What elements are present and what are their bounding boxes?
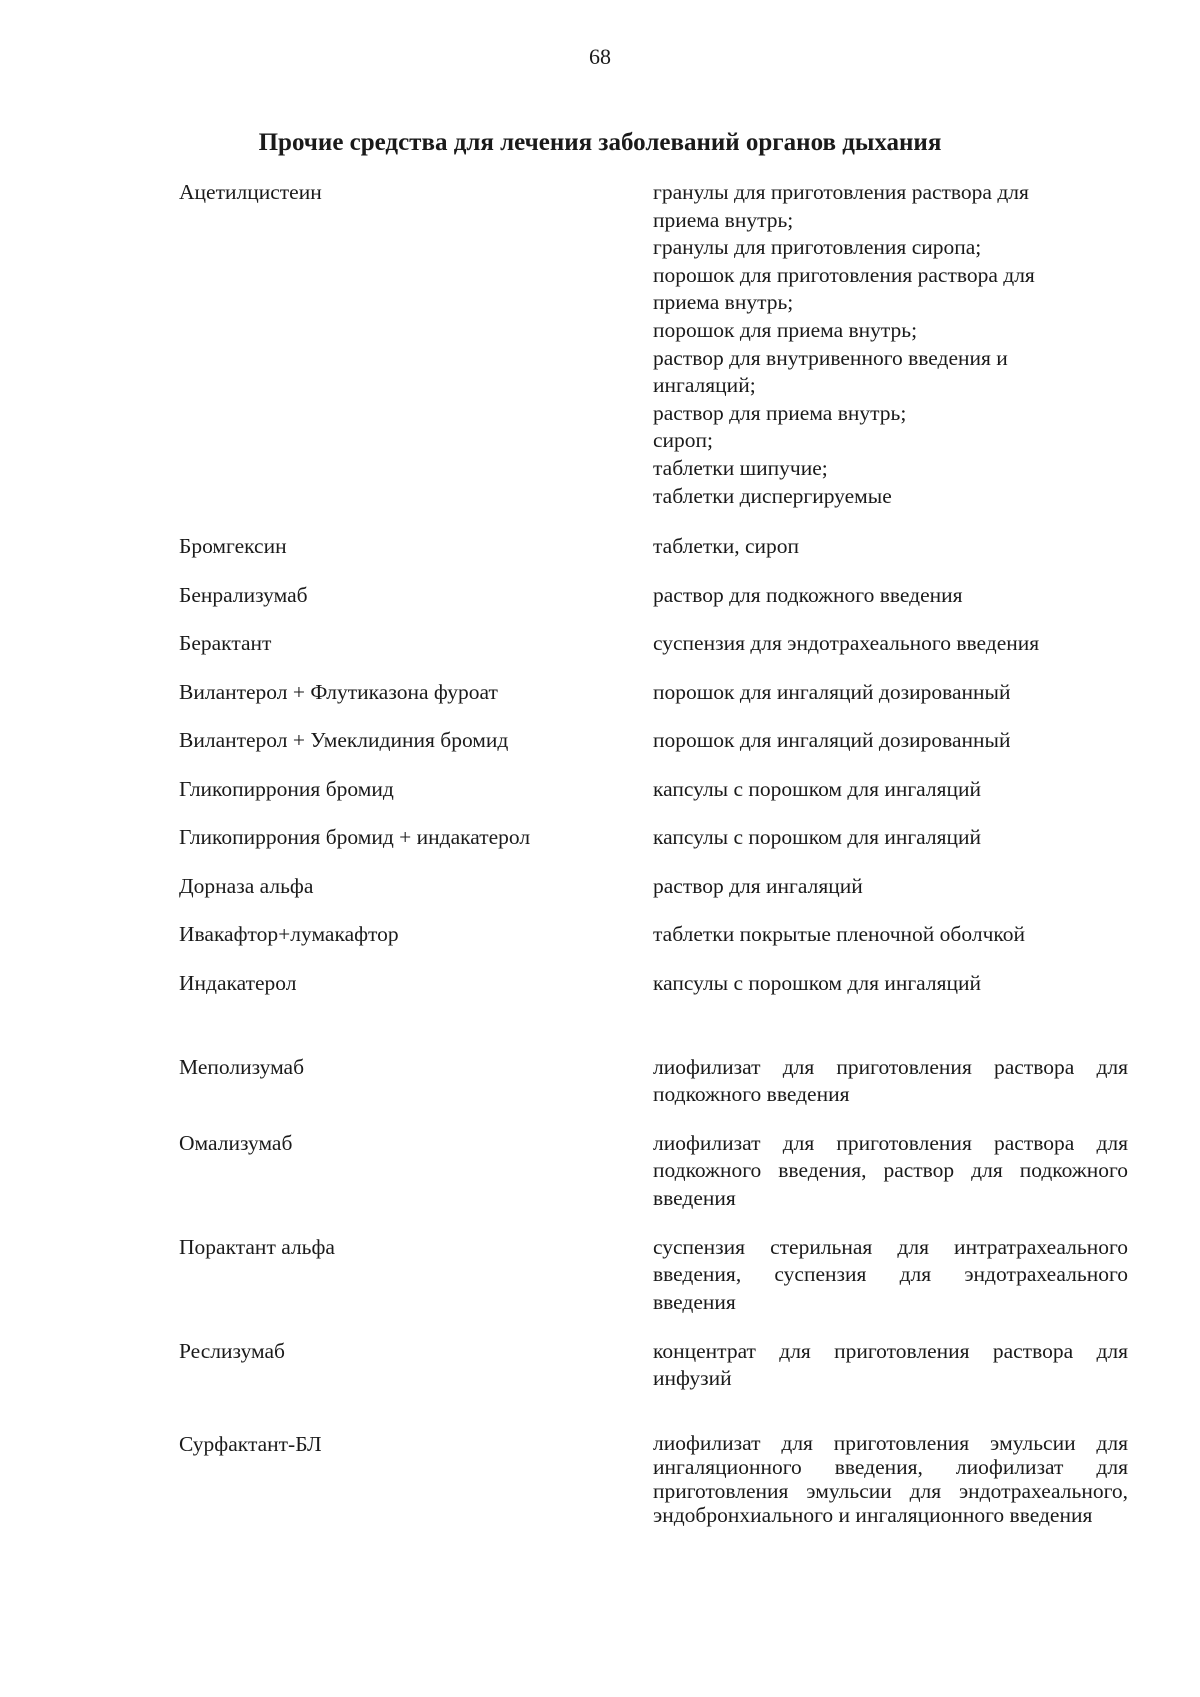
table-row — [179, 921, 1128, 970]
drug-name: Омализумаб — [179, 1130, 293, 1155]
drug-name: Меполизумаб — [179, 1054, 305, 1079]
dosage-forms: таблетки, сироп — [653, 534, 800, 558]
table-row — [179, 1130, 1128, 1234]
dosage-form-line: раствор для приема внутрь; — [653, 400, 907, 425]
table-row — [179, 970, 1128, 1054]
drug-name: Бенрализумаб — [179, 582, 308, 607]
drug-name: Гликопиррония бромид — [179, 776, 394, 801]
dosage-forms: порошок для ингаляций дозированный — [653, 679, 1011, 704]
table-row — [179, 1234, 1128, 1338]
table-row — [179, 533, 1128, 582]
drug-name: Реслизумаб — [179, 1338, 285, 1363]
dosage-form-line: раствор для внутривенного введения и — [653, 345, 1008, 370]
table-row — [179, 1431, 1128, 1561]
dosage-forms: лиофилизат для приготовления эмульсии для ингаляционного введения, лиофилизат для приготовления эмульсии для эндотрахеального, эндобронхиального и ингаляционного введения — [653, 1430, 1128, 1527]
table-row — [179, 824, 1128, 873]
dosage-forms: капсулы с порошком для ингаляций — [653, 825, 982, 849]
dosage-forms: порошок для ингаляций дозированный — [653, 728, 1011, 752]
table-row — [179, 727, 1128, 776]
dosage-forms: концентрат для приготовления раствора для инфузий — [653, 1338, 1128, 1391]
dosage-forms: раствор для ингаляций — [653, 873, 863, 898]
dosage-forms: суспензия для эндотрахеального введения — [653, 631, 1040, 655]
dosage-form-line: приема внутрь; — [653, 207, 794, 232]
dosage-form-line: порошок для приема внутрь; — [653, 317, 918, 342]
dosage-form-line: гранулы для приготовления сиропа; — [653, 235, 982, 260]
dosage-forms: капсулы с порошком для ингаляций — [653, 970, 982, 995]
dosage-form-line: таблетки шипучие; — [653, 455, 828, 480]
table-row — [179, 582, 1128, 631]
dosage-form-line: гранулы для приготовления раствора для — [653, 180, 1029, 204]
section-title: Прочие средства для лечения заболеваний органов дыхания — [258, 129, 942, 156]
table-row — [179, 630, 1128, 679]
drug-name: Бромгексин — [179, 534, 287, 558]
table-row — [179, 776, 1128, 825]
dosage-forms: суспензия стерильная для интратрахеального введения, суспензия для эндотрахеального введения — [653, 1234, 1128, 1314]
table-row — [179, 873, 1128, 922]
table-row — [179, 1054, 1128, 1130]
table-row — [179, 179, 1128, 533]
table-row — [179, 1338, 1128, 1431]
drug-name: Гликопиррония бромид + индакатерол — [179, 825, 531, 849]
drug-name: Вилантерол + Флутиказона фуроат — [179, 679, 498, 704]
drug-name: Дорназа альфа — [179, 873, 314, 898]
drug-name: Вилантерол + Умеклидиния бромид — [179, 728, 509, 752]
dosage-forms: лиофилизат для приготовления раствора для подкожного введения — [653, 1054, 1128, 1107]
drug-name: Порактант альфа — [179, 1234, 335, 1259]
dosage-form-line: ингаляций; — [653, 373, 756, 398]
drug-name: Ацетилцистеин — [179, 180, 322, 204]
drug-name: Индакатерол — [179, 970, 297, 995]
drug-name: Сурфактант-БЛ — [179, 1431, 322, 1456]
dosage-form-line: таблетки диспергируемые — [653, 483, 892, 508]
dosage-form-line: порошок для приготовления раствора для — [653, 262, 1035, 287]
drug-name: Берактант — [179, 631, 272, 655]
dosage-form-line: сироп; — [653, 428, 714, 453]
drug-table — [179, 179, 1128, 1561]
dosage-forms: лиофилизат для приготовления раствора для подкожного введения, раствор для подкожного введения — [653, 1130, 1128, 1210]
table-row — [179, 679, 1128, 728]
drug-name: Ивакафтор+лумакафтор — [179, 922, 399, 946]
dosage-forms: раствор для подкожного введения — [653, 582, 963, 607]
dosage-forms: таблетки покрытые пленочной оболчкой — [653, 922, 1025, 946]
dosage-form-line: приема внутрь; — [653, 290, 794, 315]
dosage-forms: капсулы с порошком для ингаляций — [653, 776, 982, 801]
page-number: 68 — [589, 44, 611, 69]
dosage-forms — [653, 179, 1128, 533]
